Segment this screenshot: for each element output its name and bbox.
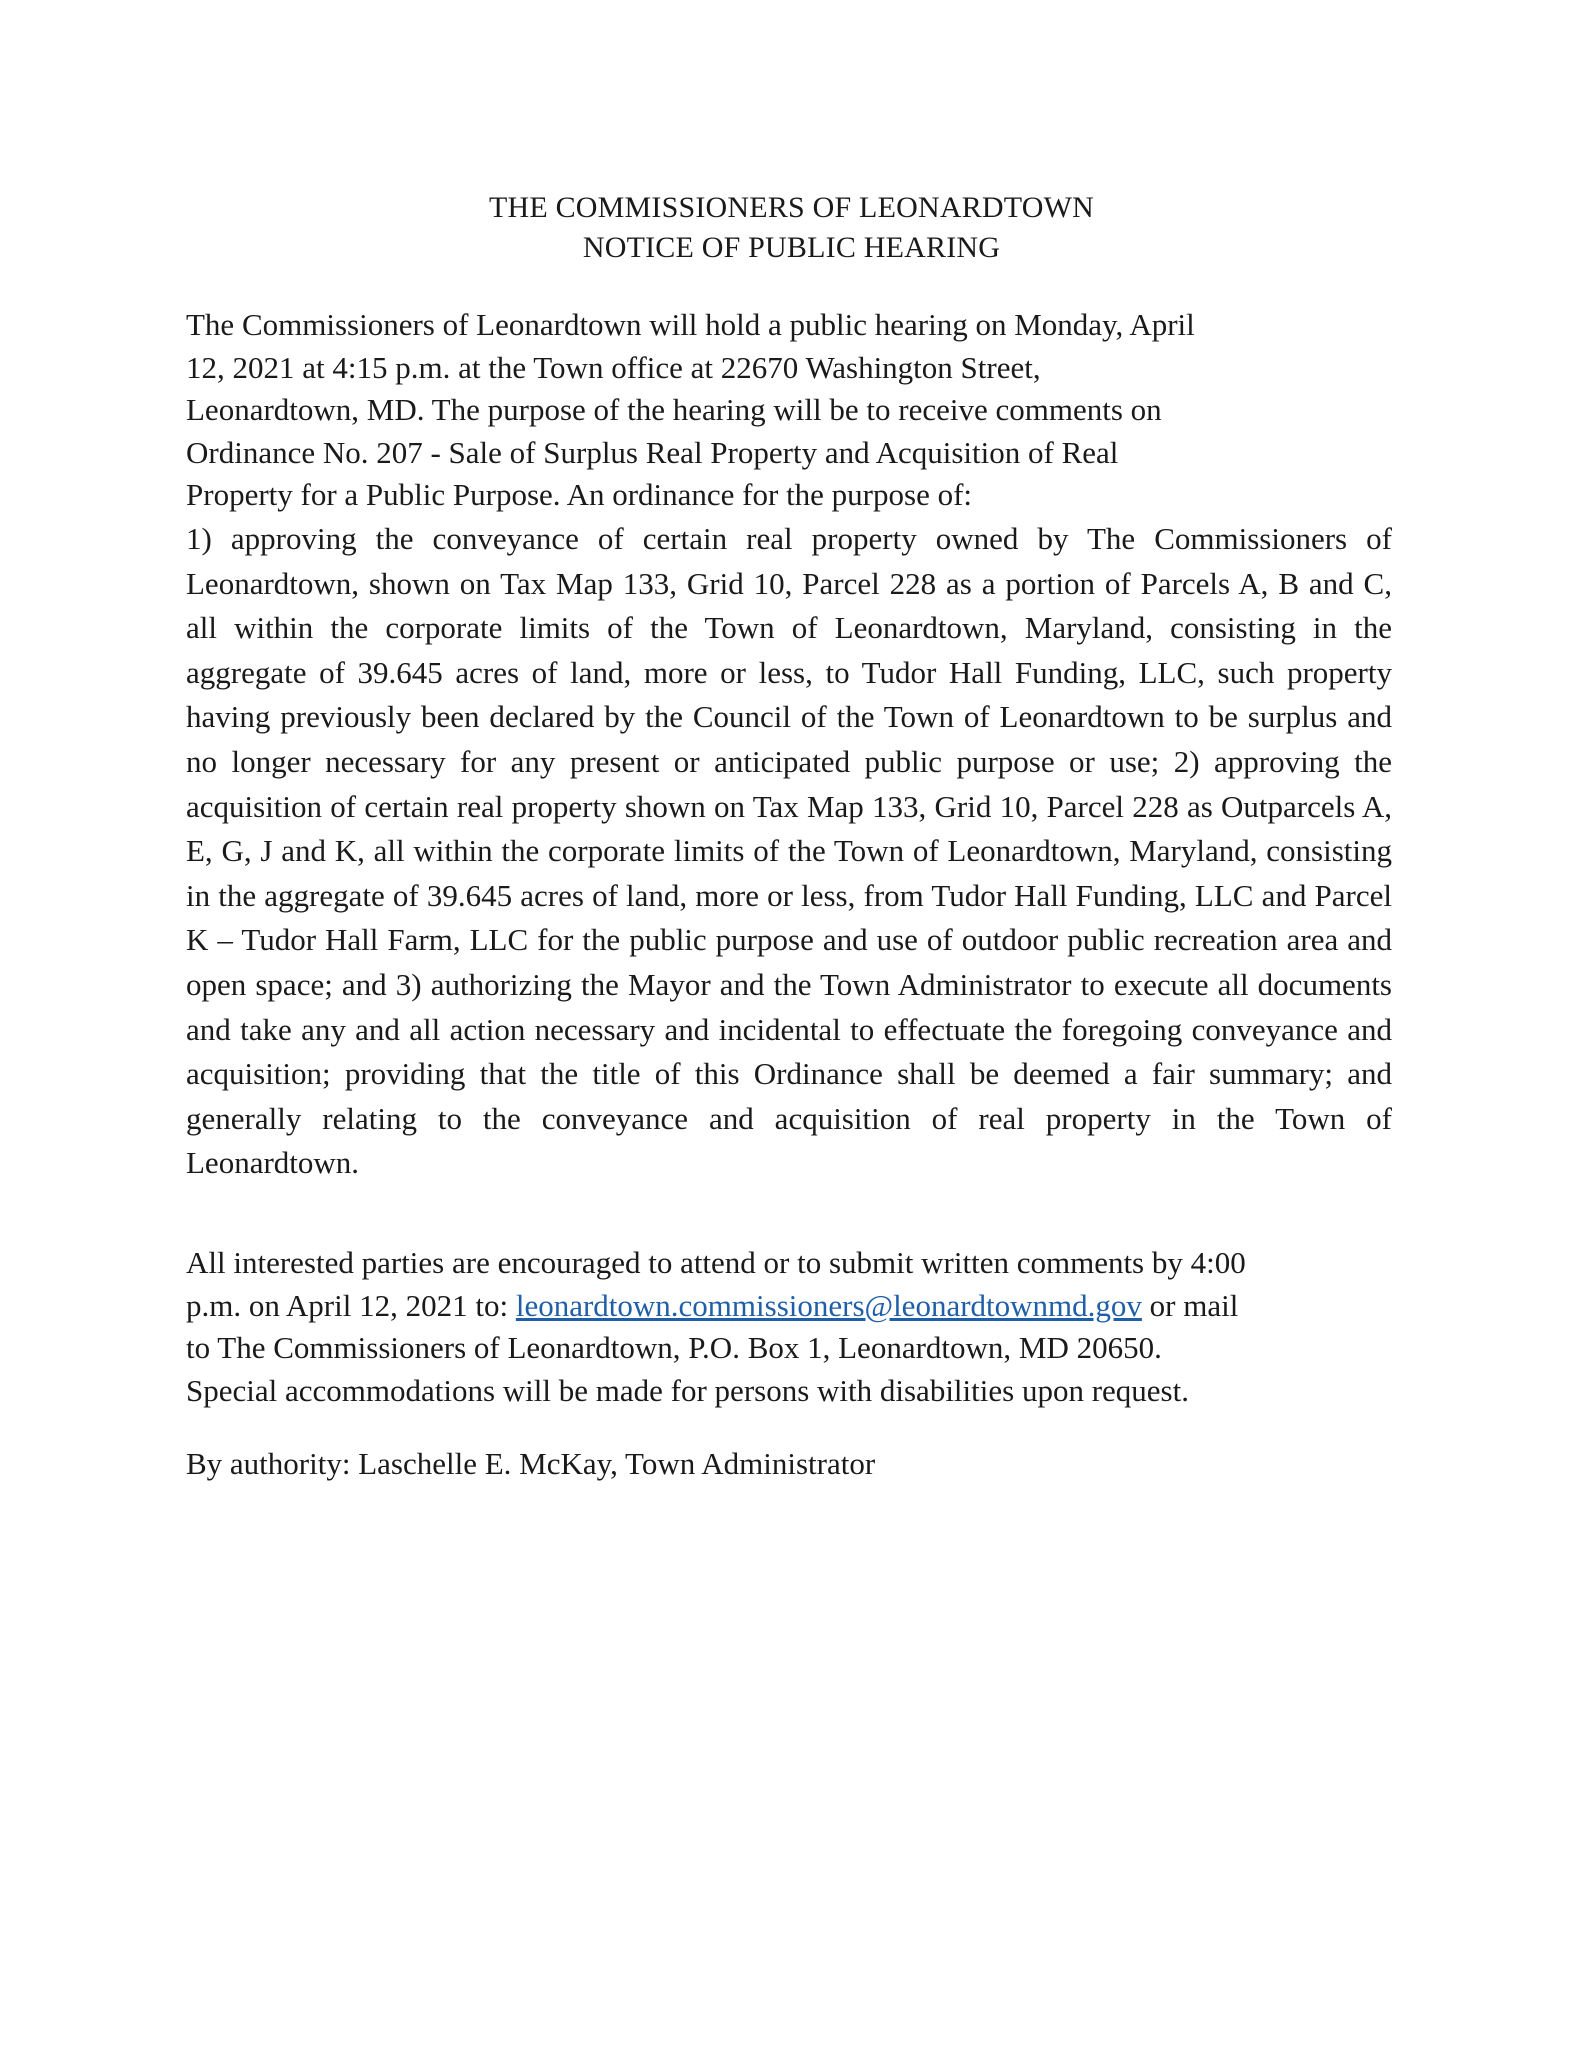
- hearing-paragraph: [186, 304, 1392, 1186]
- email-link[interactable]: leonardtown.commissioners@leonardtownmd.gov: [515, 1287, 1142, 1323]
- comments-text-before-email: All interested parties are encouraged to attend or to submit written comments by 4:00 p.m. on April 12, 2021 to:: [186, 1245, 1246, 1323]
- notice-heading: [0, 188, 1583, 268]
- heading-line-2: NOTICE OF PUBLIC HEARING: [582, 231, 1001, 264]
- ordinance-purpose-text: 1) approving the conveyance of certain real property owned by The Commissioners of Leonardtown, shown on Tax Map 133, Grid 10, Parcel 228 as a portion of Parcels A, B and C, all within the corporate limits of the Town of Leonardtown, Maryland, consisting in the aggregate of 39.645 acres of land, more or less, to Tudor Hall Funding, LLC, such property having previously been declared by the Council of the Town of Leonardtown to be surplus and no longer necessary for any present or anticipated public purpose or use; 2) approving the acquisition of certain real property shown on Tax Map 133, Grid 10, Parcel 228 as Outparcels A, E, G, J and K, all within the corporate limits of the Town of Leonardtown, Maryland, consisting in the aggregate of 39.645 acres of land, more or less, from Tudor Hall Funding, LLC and Parcel K – Tudor Hall Farm, LLC for the public purpose and use of outdoor public recreation area and open space; and 3) authorizing the Mayor and the Town Administrator to execute all documents and take any and all action necessary and incidental to effectuate the foregoing conveyance and acquisition; providing that the title of this Ordinance shall be deemed a fair summary; and generally relating to the conveyance and acquisition of real property in the Town of Leonardtown.: [186, 520, 1392, 1181]
- authority-line: By authority: Laschelle E. McKay, Town Administrator: [186, 1446, 876, 1481]
- hearing-intro-text: The Commissioners of Leonardtown will hold a public hearing on Monday, April 12, 2021 at 4:15 p.m. at the Town office at 22670 Washington Street, Leonardtown, MD. The purpose of the hearing will be to receive comments on Ordinance No. 207 - Sale of Surplus Real Property and Acquisition of Real Property for a Public Purpose. An ordinance for the purpose of:: [186, 307, 1195, 513]
- comments-text-after-email: or mail to The Commissioners of Leonardtown, P.O. Box 1, Leonardtown, MD 20650. Special accommodations will be made for persons with disabilities upon request.: [186, 1287, 1239, 1408]
- heading-line-1: THE COMMISSIONERS OF LEONARDTOWN: [488, 191, 1095, 224]
- comments-paragraph: [186, 1242, 1392, 1412]
